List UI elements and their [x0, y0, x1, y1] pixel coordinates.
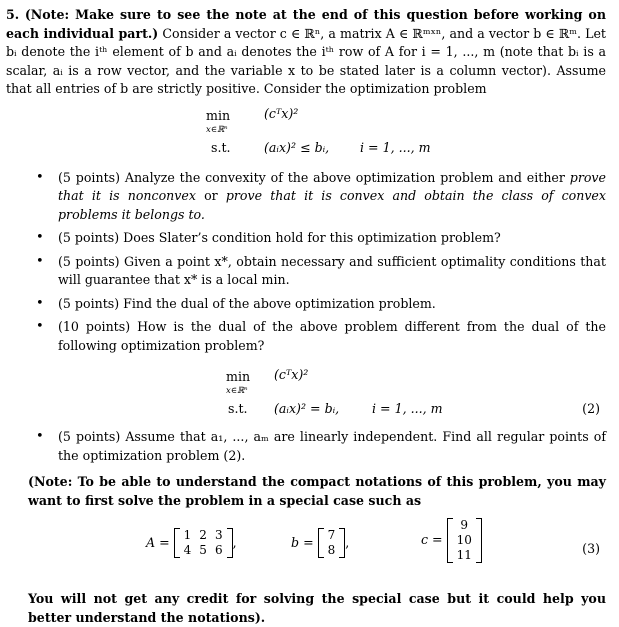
matrix-A-cell: 5 — [199, 543, 207, 557]
constraint-2: (aᵢx)² = bᵢ, — [274, 401, 340, 416]
optimization-problem-2 — [6, 360, 606, 424]
question-text: Consider a vector c ∈ ℝⁿ, a matrix A ∈ ℝᵐˣⁿ, and a vector b ∈ ℝᵐ. Let bᵢ denote the iᵗʰ element of b and aᵢ denotes the iᵗʰ row of A for i = 1, ..., m (note that bᵢ is a scalar, aᵢ is a row vector, and the variable x to be stated later is a column vector). Assume that all entries of b are strictly positive. Consider the optimization problem — [6, 25, 606, 96]
min-subscript: x∈ℝⁿ — [226, 386, 248, 396]
vector-c: c = 9 10 11 — [421, 518, 482, 563]
vector-b-cell: 8 — [327, 543, 336, 557]
min-subscript: x∈ℝⁿ — [206, 124, 228, 135]
matrix-A-cell: 2 — [199, 528, 207, 542]
matrix-A-cell: 4 — [183, 543, 192, 557]
vector-c-cell: 9 — [460, 518, 469, 532]
list-item: • (5 points) Given a point x*, obtain necessary and sufficient optimality conditions that will guarantee that x* is a local min. — [6, 253, 606, 290]
list-item: • (5 points) Find the dual of the above optimization problem. — [6, 295, 606, 314]
question-intro — [6, 6, 606, 99]
parts-list-2 — [6, 428, 606, 465]
equation-number-2: (2) — [582, 401, 600, 416]
vector-c-cell: 10 — [456, 533, 472, 547]
example-matrices — [6, 516, 606, 586]
st-label: s.t. — [228, 401, 248, 416]
note-end: (Note: To be able to understand the compact notations of this problem, you may want to first solve the problem in a special case such as — [28, 474, 606, 508]
optimization-problem-1 — [6, 99, 606, 163]
vector-c-cell: 11 — [456, 548, 472, 562]
vector-b-cell: 7 — [327, 528, 336, 542]
vector-b: b = 7 8 , — [291, 528, 350, 557]
question-number: 5. — [6, 7, 20, 22]
matrix-A-cell: 6 — [214, 543, 223, 557]
matrix-A-cell: 3 — [214, 528, 223, 542]
constraint-1: (aᵢx)² ≤ bᵢ, — [264, 139, 330, 155]
matrix-A-cell: 1 — [183, 528, 192, 542]
objective-1: (cᵀx)² — [264, 105, 299, 121]
question-page — [6, 6, 606, 627]
list-item: • (5 points) Does Slater’s condition hold for this optimization problem? — [6, 229, 606, 248]
list-item: • (10 points) How is the dual of the above problem different from the dual of the following optimization problem? — [6, 318, 606, 355]
list-item: • (5 points) Assume that a₁, ..., aₘ are linearly independent. Find all regular points of the optimization problem (2). — [6, 428, 606, 465]
question-note: (Note: Make sure to see the note at the end of this question before working on each individual part.) — [6, 7, 606, 41]
min-operator: min — [226, 369, 251, 384]
min-operator: min — [206, 107, 231, 123]
list-item: • (5 points) Analyze the convexity of the above optimization problem and either prove that it is nonconvex or prove that it is convex and obtain the class of convex problems it belongs to. — [6, 169, 606, 225]
st-label: s.t. — [211, 139, 231, 155]
constraint-range-1: i = 1, ..., m — [360, 139, 431, 155]
parts-list-1 — [6, 169, 606, 356]
equation-number-3: (3) — [582, 541, 600, 556]
final-note: You will not get any credit for solving the special case but it could help you better understand the notations). — [28, 591, 606, 625]
constraint-range-2: i = 1, ..., m — [372, 401, 443, 416]
matrix-A: A = 1 2 3 4 5 6 , — [146, 528, 237, 557]
objective-2: (cᵀx)² — [274, 367, 309, 382]
